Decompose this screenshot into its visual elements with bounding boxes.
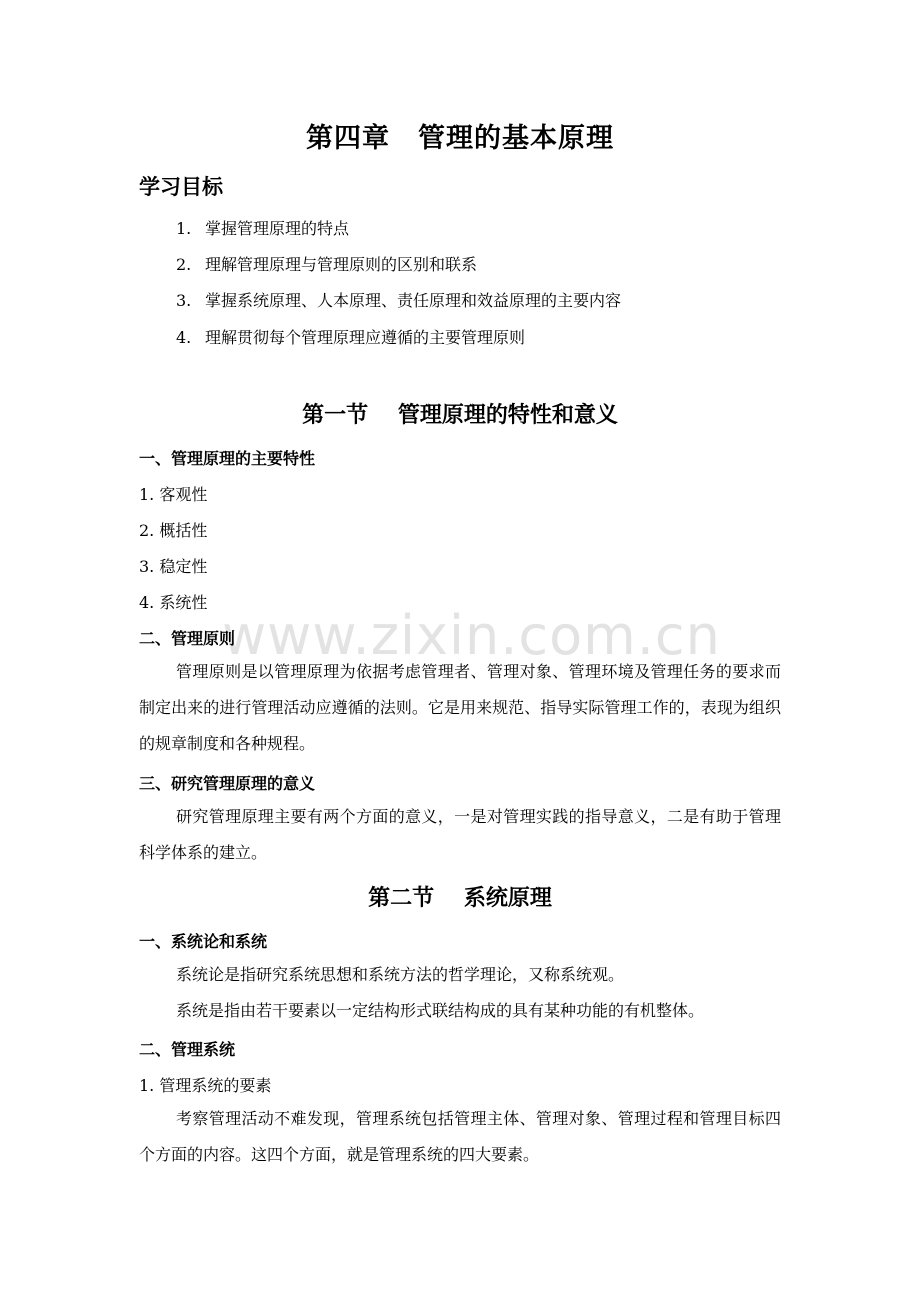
system-paragraph: 系统是指由若干要素以一定结构形式联结构成的具有某种功能的有机整体。: [176, 1001, 705, 1020]
objective-item: [176, 252, 477, 275]
objective-number: 3.: [176, 291, 192, 310]
section1-heading-significance: 三、研究管理原理的意义: [139, 774, 316, 793]
objective-item: [176, 325, 525, 348]
systems-theory-paragraph: 系统论是指研究系统思想和系统方法的哲学理论，又称系统观。: [176, 965, 625, 984]
characteristic-item: 2. 概括性: [139, 521, 208, 540]
objective-number: 2.: [176, 255, 192, 274]
objective-text: 理解管理原理与管理原则的区别和联系: [205, 255, 478, 274]
characteristic-item: 4. 系统性: [139, 593, 208, 612]
objective-text: 理解贯彻每个管理原理应遵循的主要管理原则: [205, 328, 526, 347]
chapter-title: 第四章 管理的基本原理: [306, 123, 614, 154]
section1-title: 第一节 管理原理的特性和意义: [302, 403, 618, 428]
objective-text: 掌握系统原理、人本原理、责任原理和效益原理的主要内容: [205, 291, 622, 310]
section2-heading-systems: 一、系统论和系统: [139, 932, 268, 951]
objective-number: 4.: [176, 328, 192, 347]
elements-item: 1. 管理系统的要素: [139, 1076, 272, 1095]
objective-item: [176, 288, 621, 311]
section2-title: 第二节 系统原理: [368, 886, 552, 911]
objectives-heading: 学习目标: [139, 175, 223, 199]
significance-paragraph: 研究管理原理主要有两个方面的意义，一是对管理实践的指导意义，二是有助于管理科学体系的建立。: [139, 807, 781, 862]
section2-heading-mgmt-system: 二、管理系统: [139, 1040, 236, 1059]
characteristic-item: 3. 稳定性: [139, 557, 208, 576]
characteristic-item: 1. 客观性: [139, 485, 208, 504]
objective-number: 1.: [176, 219, 192, 238]
elements-paragraph: 考察管理活动不难发现，管理系统包括管理主体、管理对象、管理过程和管理目标四个方面的内容。这四个方面，就是管理系统的四大要素。: [139, 1109, 781, 1164]
watermark: www.zixin.com.cn: [222, 604, 721, 667]
objective-text: 掌握管理原理的特点: [205, 219, 350, 238]
principles-paragraph: 管理原则是以管理原理为依据考虑管理者、管理对象、管理环境及管理任务的要求而制定出来的进行管理活动应遵循的法则。它是用来规范、指导实际管理工作的，表现为组织的规章制度和各种规程。: [139, 662, 781, 753]
section1-heading-principles: 二、管理原则: [139, 629, 236, 648]
objective-item: [176, 216, 349, 239]
section1-heading-characteristics: 一、管理原理的主要特性: [139, 449, 316, 468]
